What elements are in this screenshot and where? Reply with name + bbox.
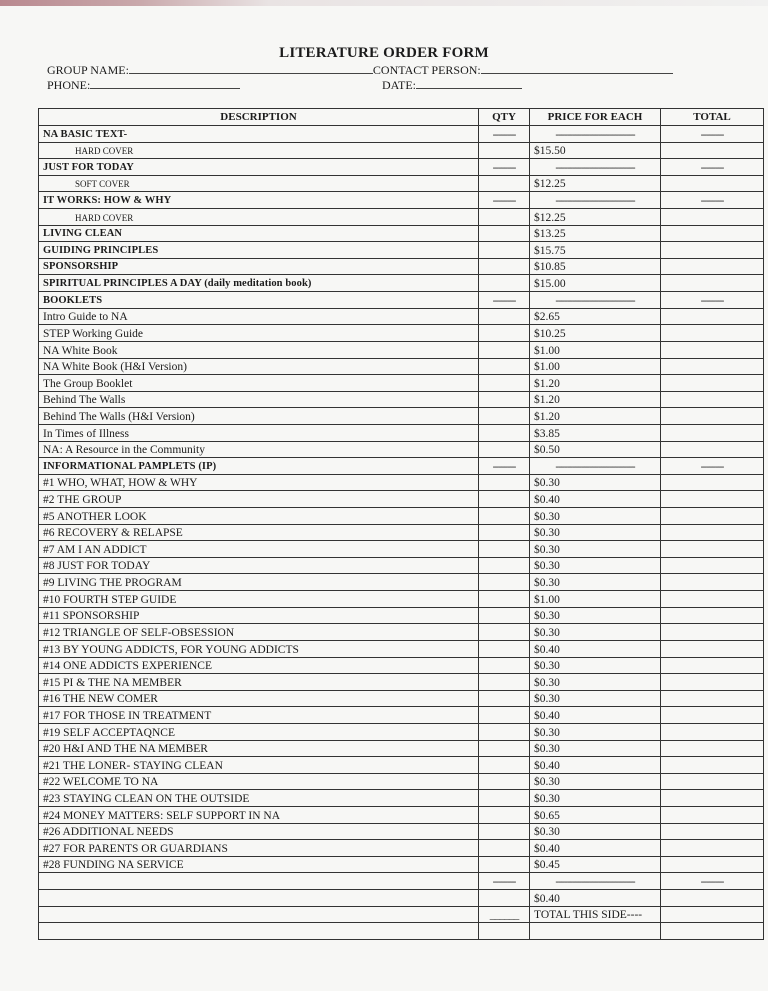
table-row bbox=[39, 873, 764, 890]
table-row bbox=[39, 574, 764, 591]
item-description: #24 MONEY MATTERS: SELF SUPPORT IN NA bbox=[39, 806, 479, 823]
total-cell[interactable] bbox=[661, 557, 764, 574]
total-cell[interactable] bbox=[661, 690, 764, 707]
price-cell: $1.20 bbox=[530, 408, 661, 425]
price-cell: $0.40 bbox=[530, 707, 661, 724]
date-field[interactable] bbox=[416, 77, 522, 89]
price-cell: $0.30 bbox=[530, 607, 661, 624]
qty-cell[interactable] bbox=[479, 840, 530, 857]
qty-cell[interactable] bbox=[479, 773, 530, 790]
table-row bbox=[39, 126, 764, 143]
table-row bbox=[39, 192, 764, 209]
price-cell: $0.65 bbox=[530, 806, 661, 823]
table-row bbox=[39, 292, 764, 309]
table-row bbox=[39, 923, 764, 940]
item-description: #7 AM I AN ADDICT bbox=[39, 541, 479, 558]
item-description: #1 WHO, WHAT, HOW & WHY bbox=[39, 474, 479, 491]
table-row bbox=[39, 591, 764, 608]
qty-cell[interactable] bbox=[479, 209, 530, 226]
total-cell[interactable] bbox=[661, 424, 764, 441]
table-row bbox=[39, 723, 764, 740]
phone-field[interactable] bbox=[90, 77, 240, 89]
table-row bbox=[39, 491, 764, 508]
qty-cell[interactable] bbox=[479, 242, 530, 259]
item-description: #17 FOR THOSE IN TREATMENT bbox=[39, 707, 479, 724]
total-cell[interactable] bbox=[661, 474, 764, 491]
table-row bbox=[39, 408, 764, 425]
item-description: #27 FOR PARENTS OR GUARDIANS bbox=[39, 840, 479, 857]
item-description: #28 FUNDING NA SERVICE bbox=[39, 856, 479, 873]
item-description: In Times of Illness bbox=[39, 424, 479, 441]
item-description: NA White Book bbox=[39, 341, 479, 358]
item-description: STEP Working Guide bbox=[39, 325, 479, 342]
total-cell[interactable] bbox=[661, 657, 764, 674]
table-row bbox=[39, 640, 764, 657]
contact-person-field[interactable] bbox=[481, 62, 673, 74]
price-cell: $13.25 bbox=[530, 225, 661, 242]
item-description: IT WORKS: HOW & WHY bbox=[39, 192, 479, 209]
price-cell: $0.30 bbox=[530, 790, 661, 807]
table-row bbox=[39, 142, 764, 159]
item-description: #20 H&I AND THE NA MEMBER bbox=[39, 740, 479, 757]
item-description: Behind The Walls (H&I Version) bbox=[39, 408, 479, 425]
total-cell[interactable] bbox=[661, 757, 764, 774]
item-description: #19 SELF ACCEPTAQNCE bbox=[39, 723, 479, 740]
price-cell: $2.65 bbox=[530, 308, 661, 325]
price-cell: $15.75 bbox=[530, 242, 661, 259]
table-row bbox=[39, 657, 764, 674]
total-cell[interactable] bbox=[661, 790, 764, 807]
item-description: HARD COVER bbox=[39, 142, 479, 159]
qty-cell[interactable] bbox=[479, 441, 530, 458]
price-cell: $0.40 bbox=[530, 491, 661, 508]
total-cell[interactable] bbox=[661, 308, 764, 325]
group-name-label: GROUP NAME: bbox=[47, 63, 129, 77]
form-title: LITERATURE ORDER FORM bbox=[279, 45, 489, 61]
total-cell[interactable] bbox=[661, 508, 764, 525]
total-cell[interactable]: -------- bbox=[661, 159, 764, 176]
price-cell: $1.00 bbox=[530, 341, 661, 358]
qty-cell[interactable] bbox=[479, 524, 530, 541]
contact-person-label: CONTACT PERSON: bbox=[372, 63, 481, 77]
qty-cell[interactable] bbox=[479, 757, 530, 774]
qty-header: QTY bbox=[479, 109, 530, 126]
item-description bbox=[39, 923, 479, 940]
total-cell[interactable] bbox=[661, 524, 764, 541]
table-row bbox=[39, 508, 764, 525]
price-cell: $10.85 bbox=[530, 258, 661, 275]
table-row bbox=[39, 524, 764, 541]
total-cell[interactable] bbox=[661, 773, 764, 790]
total-cell[interactable] bbox=[661, 391, 764, 408]
qty-cell[interactable] bbox=[479, 424, 530, 441]
price-cell: ---------------------------- bbox=[530, 192, 661, 209]
total-cell[interactable] bbox=[661, 441, 764, 458]
table-row bbox=[39, 790, 764, 807]
item-description: #5 ANOTHER LOOK bbox=[39, 508, 479, 525]
table-row bbox=[39, 607, 764, 624]
price-cell: $0.30 bbox=[530, 524, 661, 541]
qty-cell[interactable] bbox=[479, 508, 530, 525]
table-row bbox=[39, 242, 764, 259]
item-description: The Group Booklet bbox=[39, 375, 479, 392]
total-cell[interactable] bbox=[661, 541, 764, 558]
item-description: NA BASIC TEXT- bbox=[39, 126, 479, 143]
total-cell[interactable] bbox=[661, 358, 764, 375]
qty-cell[interactable] bbox=[479, 591, 530, 608]
price-cell: $1.20 bbox=[530, 391, 661, 408]
qty-cell[interactable] bbox=[479, 408, 530, 425]
price-cell: $3.85 bbox=[530, 424, 661, 441]
item-description: Behind The Walls bbox=[39, 391, 479, 408]
qty-cell[interactable] bbox=[479, 491, 530, 508]
item-description: #15 PI & THE NA MEMBER bbox=[39, 674, 479, 691]
total-cell[interactable]: -------- bbox=[661, 292, 764, 309]
total-cell[interactable] bbox=[661, 856, 764, 873]
total-cell[interactable] bbox=[661, 375, 764, 392]
price-cell: $0.30 bbox=[530, 657, 661, 674]
total-cell[interactable]: -------- bbox=[661, 126, 764, 143]
total-cell[interactable] bbox=[661, 906, 764, 923]
table-row bbox=[39, 258, 764, 275]
price-cell: $10.25 bbox=[530, 325, 661, 342]
total-cell[interactable] bbox=[661, 840, 764, 857]
price-cell: $0.40 bbox=[530, 757, 661, 774]
total-cell[interactable] bbox=[661, 574, 764, 591]
qty-cell[interactable] bbox=[479, 823, 530, 840]
phone-label: PHONE: bbox=[47, 78, 91, 92]
price-cell: $12.25 bbox=[530, 209, 661, 226]
total-cell[interactable] bbox=[661, 275, 764, 292]
qty-cell[interactable] bbox=[479, 175, 530, 192]
total-cell[interactable] bbox=[661, 225, 764, 242]
price-cell: $0.30 bbox=[530, 541, 661, 558]
qty-cell[interactable] bbox=[479, 275, 530, 292]
total-cell[interactable] bbox=[661, 491, 764, 508]
table-row bbox=[39, 856, 764, 873]
total-cell[interactable] bbox=[661, 607, 764, 624]
price-header: PRICE FOR EACH bbox=[530, 109, 661, 126]
price-cell: $0.30 bbox=[530, 723, 661, 740]
table-row bbox=[39, 806, 764, 823]
table-row bbox=[39, 674, 764, 691]
item-description: #16 THE NEW COMER bbox=[39, 690, 479, 707]
qty-cell[interactable] bbox=[479, 557, 530, 574]
total-cell[interactable] bbox=[661, 325, 764, 342]
table-row bbox=[39, 175, 764, 192]
group-name-field[interactable] bbox=[129, 62, 373, 74]
item-description: #11 SPONSORSHIP bbox=[39, 607, 479, 624]
total-cell[interactable] bbox=[661, 258, 764, 275]
date-label: DATE: bbox=[382, 78, 416, 92]
table-row bbox=[39, 557, 764, 574]
table-row bbox=[39, 541, 764, 558]
qty-cell[interactable] bbox=[479, 707, 530, 724]
price-cell: ---------------------------- bbox=[530, 458, 661, 475]
item-description: BOOKLETS bbox=[39, 292, 479, 309]
item-description bbox=[39, 873, 479, 890]
price-cell: ---------------------------- bbox=[530, 292, 661, 309]
price-cell: $0.30 bbox=[530, 624, 661, 641]
table-row bbox=[39, 474, 764, 491]
table-row bbox=[39, 275, 764, 292]
price-cell: $1.00 bbox=[530, 591, 661, 608]
qty-cell[interactable]: -------- bbox=[479, 873, 530, 890]
total-cell[interactable]: -------- bbox=[661, 873, 764, 890]
price-cell: ---------------------------- bbox=[530, 126, 661, 143]
qty-cell[interactable] bbox=[479, 674, 530, 691]
item-description: #13 BY YOUNG ADDICTS, FOR YOUNG ADDICTS bbox=[39, 640, 479, 657]
total-cell[interactable] bbox=[661, 591, 764, 608]
qty-cell[interactable] bbox=[479, 574, 530, 591]
table-row bbox=[39, 341, 764, 358]
item-description bbox=[39, 906, 479, 923]
table-row bbox=[39, 773, 764, 790]
price-cell: ---------------------------- bbox=[530, 873, 661, 890]
group-name-row bbox=[47, 62, 673, 78]
price-cell: TOTAL THIS SIDE---- bbox=[530, 906, 661, 923]
table-row bbox=[39, 624, 764, 641]
price-cell: $0.40 bbox=[530, 840, 661, 857]
price-cell: $0.30 bbox=[530, 474, 661, 491]
total-header: TOTAL bbox=[661, 109, 764, 126]
qty-cell[interactable] bbox=[479, 690, 530, 707]
total-cell[interactable] bbox=[661, 624, 764, 641]
item-description: HARD COVER bbox=[39, 209, 479, 226]
item-description: #6 RECOVERY & RELAPSE bbox=[39, 524, 479, 541]
item-description: #23 STAYING CLEAN ON THE OUTSIDE bbox=[39, 790, 479, 807]
price-cell: $15.00 bbox=[530, 275, 661, 292]
total-cell[interactable] bbox=[661, 740, 764, 757]
qty-cell[interactable]: -------- bbox=[479, 126, 530, 143]
qty-cell[interactable] bbox=[479, 391, 530, 408]
table-row bbox=[39, 890, 764, 907]
item-description: SPONSORSHIP bbox=[39, 258, 479, 275]
price-cell: $0.40 bbox=[530, 890, 661, 907]
item-description: #14 ONE ADDICTS EXPERIENCE bbox=[39, 657, 479, 674]
total-cell[interactable] bbox=[661, 341, 764, 358]
total-cell[interactable] bbox=[661, 723, 764, 740]
order-rows bbox=[39, 126, 764, 940]
item-description: NA: A Resource in the Community bbox=[39, 441, 479, 458]
description-header: DESCRIPTION bbox=[39, 109, 479, 126]
price-cell: $0.30 bbox=[530, 690, 661, 707]
item-description: SOFT COVER bbox=[39, 175, 479, 192]
table-row bbox=[39, 740, 764, 757]
price-cell: $0.30 bbox=[530, 823, 661, 840]
item-description: #12 TRIANGLE OF SELF-OBSESSION bbox=[39, 624, 479, 641]
total-cell[interactable] bbox=[661, 806, 764, 823]
item-description: GUIDING PRINCIPLES bbox=[39, 242, 479, 259]
phone-row bbox=[47, 77, 240, 93]
total-cell[interactable] bbox=[661, 890, 764, 907]
table-row bbox=[39, 441, 764, 458]
order-table bbox=[38, 108, 764, 940]
item-description: Intro Guide to NA bbox=[39, 308, 479, 325]
scan-edge bbox=[0, 0, 768, 6]
qty-cell[interactable] bbox=[479, 225, 530, 242]
table-row bbox=[39, 225, 764, 242]
qty-cell[interactable]: -------- bbox=[479, 292, 530, 309]
table-row bbox=[39, 159, 764, 176]
table-row bbox=[39, 757, 764, 774]
table-row bbox=[39, 358, 764, 375]
price-cell: $1.00 bbox=[530, 358, 661, 375]
table-row bbox=[39, 707, 764, 724]
qty-cell[interactable]: -------- bbox=[479, 458, 530, 475]
qty-cell[interactable] bbox=[479, 308, 530, 325]
price-cell: $0.30 bbox=[530, 674, 661, 691]
total-cell[interactable] bbox=[661, 674, 764, 691]
qty-cell[interactable] bbox=[479, 142, 530, 159]
item-description: #10 FOURTH STEP GUIDE bbox=[39, 591, 479, 608]
price-cell: ---------------------------- bbox=[530, 159, 661, 176]
qty-cell[interactable] bbox=[479, 607, 530, 624]
qty-cell[interactable] bbox=[479, 474, 530, 491]
item-description: SPIRITUAL PRINCIPLES A DAY (daily meditation book) bbox=[39, 275, 479, 292]
total-cell[interactable] bbox=[661, 408, 764, 425]
table-row bbox=[39, 840, 764, 857]
item-description: LIVING CLEAN bbox=[39, 225, 479, 242]
price-cell: $0.30 bbox=[530, 740, 661, 757]
qty-cell[interactable] bbox=[479, 657, 530, 674]
qty-cell[interactable] bbox=[479, 806, 530, 823]
item-description bbox=[39, 890, 479, 907]
table-row bbox=[39, 458, 764, 475]
total-cell[interactable] bbox=[661, 209, 764, 226]
total-cell[interactable] bbox=[661, 923, 764, 940]
total-cell[interactable]: -------- bbox=[661, 192, 764, 209]
total-cell[interactable]: -------- bbox=[661, 458, 764, 475]
total-cell[interactable] bbox=[661, 142, 764, 159]
qty-cell[interactable] bbox=[479, 790, 530, 807]
item-description: #21 THE LONER- STAYING CLEAN bbox=[39, 757, 479, 774]
qty-cell[interactable] bbox=[479, 624, 530, 641]
price-cell: $0.30 bbox=[530, 574, 661, 591]
table-row bbox=[39, 375, 764, 392]
qty-cell[interactable] bbox=[479, 640, 530, 657]
qty-cell[interactable] bbox=[479, 923, 530, 940]
table-row bbox=[39, 308, 764, 325]
price-cell: $15.50 bbox=[530, 142, 661, 159]
item-description: INFORMATIONAL PAMPLETS (IP) bbox=[39, 458, 479, 475]
total-cell[interactable] bbox=[661, 242, 764, 259]
item-description: #8 JUST FOR TODAY bbox=[39, 557, 479, 574]
price-cell: $0.45 bbox=[530, 856, 661, 873]
item-description: NA White Book (H&I Version) bbox=[39, 358, 479, 375]
table-row bbox=[39, 391, 764, 408]
qty-cell[interactable]: -------- bbox=[479, 159, 530, 176]
table-header-row bbox=[39, 109, 764, 126]
price-cell: $0.50 bbox=[530, 441, 661, 458]
total-cell[interactable] bbox=[661, 175, 764, 192]
qty-cell[interactable] bbox=[479, 723, 530, 740]
total-cell[interactable] bbox=[661, 823, 764, 840]
item-description: #9 LIVING THE PROGRAM bbox=[39, 574, 479, 591]
qty-cell[interactable] bbox=[479, 258, 530, 275]
qty-cell[interactable] bbox=[479, 740, 530, 757]
qty-cell[interactable] bbox=[479, 375, 530, 392]
table-row bbox=[39, 690, 764, 707]
table-row bbox=[39, 424, 764, 441]
price-cell: $0.30 bbox=[530, 508, 661, 525]
price-cell: $0.30 bbox=[530, 773, 661, 790]
item-description: #26 ADDITIONAL NEEDS bbox=[39, 823, 479, 840]
qty-cell[interactable]: ______ bbox=[479, 906, 530, 923]
table-row bbox=[39, 209, 764, 226]
price-cell bbox=[530, 923, 661, 940]
table-row bbox=[39, 906, 764, 923]
item-description: JUST FOR TODAY bbox=[39, 159, 479, 176]
qty-cell[interactable] bbox=[479, 856, 530, 873]
qty-cell[interactable] bbox=[479, 890, 530, 907]
price-cell: $0.40 bbox=[530, 640, 661, 657]
date-row bbox=[382, 77, 522, 93]
qty-cell[interactable] bbox=[479, 358, 530, 375]
qty-cell[interactable] bbox=[479, 341, 530, 358]
price-cell: $1.20 bbox=[530, 375, 661, 392]
total-cell[interactable] bbox=[661, 640, 764, 657]
table-row bbox=[39, 823, 764, 840]
price-cell: $0.30 bbox=[530, 557, 661, 574]
qty-cell[interactable]: -------- bbox=[479, 192, 530, 209]
qty-cell[interactable] bbox=[479, 325, 530, 342]
price-cell: $12.25 bbox=[530, 175, 661, 192]
table-row bbox=[39, 325, 764, 342]
total-cell[interactable] bbox=[661, 707, 764, 724]
qty-cell[interactable] bbox=[479, 541, 530, 558]
item-description: #22 WELCOME TO NA bbox=[39, 773, 479, 790]
item-description: #2 THE GROUP bbox=[39, 491, 479, 508]
